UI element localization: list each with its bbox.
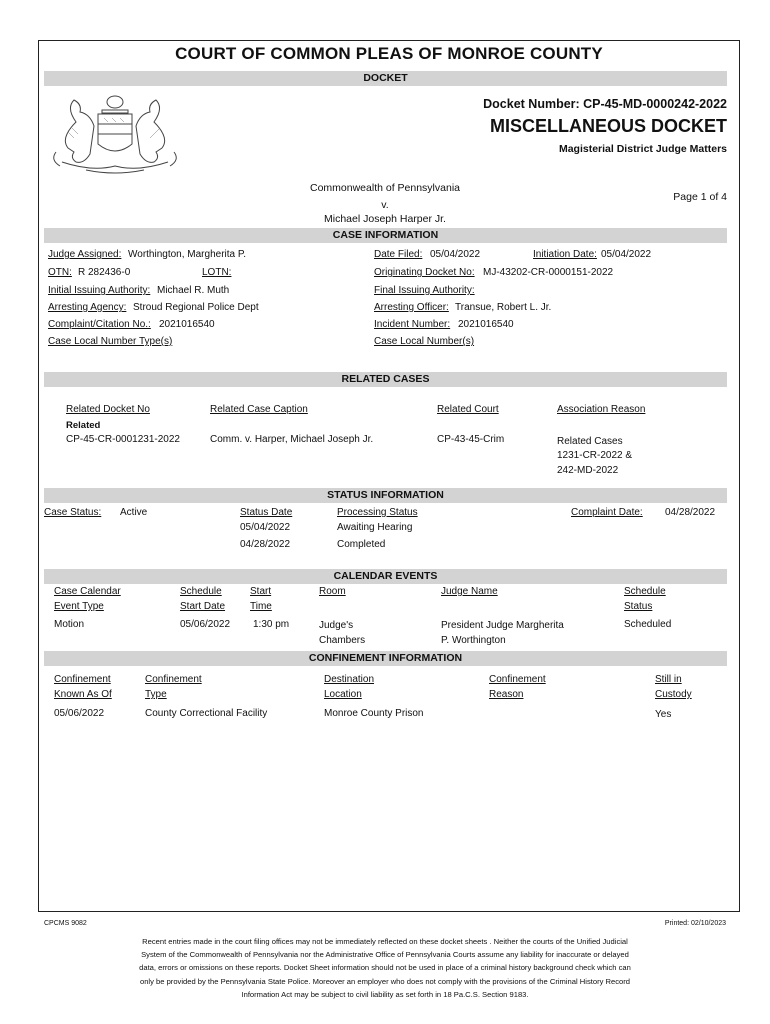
schedule-status-header-2: Status (624, 601, 653, 612)
initial-issuing-authority-label: Initial Issuing Authority: (48, 285, 151, 296)
complaint-date-value: 04/28/2022 (665, 507, 716, 518)
docket-number: Docket Number: CP-45-MD-0000242-2022 (483, 97, 727, 111)
room-header: Room (319, 586, 346, 597)
schedule-status-header-1: Schedule (624, 586, 666, 597)
calendar-events-heading: CALENDAR EVENTS (44, 569, 727, 584)
caption-defendant: Michael Joseph Harper Jr. (324, 213, 446, 225)
arresting-agency-value: Stroud Regional Police Dept (133, 302, 259, 313)
lotn-label: LOTN: (202, 267, 232, 278)
related-cases-heading: RELATED CASES (44, 372, 727, 387)
disclaimer-line: data, errors or omissions on these reports. Docket Sheet information should not be used in place of a criminal history background check which can (139, 963, 631, 973)
processing-status-1: Awaiting Hearing (337, 522, 413, 533)
calendar-start-date: 05/06/2022 (180, 619, 231, 630)
final-issuing-authority-label: Final Issuing Authority: (374, 285, 475, 296)
complaint-date-label: Complaint Date: (571, 507, 643, 518)
complaint-citation-label: Complaint/Citation No.: (48, 319, 151, 330)
destination-header-1: Destination (324, 674, 375, 685)
association-reason-line3: 242-MD-2022 (557, 465, 619, 476)
calendar-event-type-header-1: Case Calendar (54, 586, 121, 597)
disclaimer-line: Recent entries made in the court filing offices may not be immediately reflected on these docket sheets . Neither the courts of the Unified Judicial (142, 937, 628, 946)
status-date-2: 04/28/2022 (240, 539, 291, 550)
arresting-agency-label: Arresting Agency: (48, 302, 127, 313)
start-time-header-2: Time (250, 601, 272, 612)
status-date-1: 05/04/2022 (240, 522, 291, 533)
court-title: COURT OF COMMON PLEAS OF MONROE COUNTY (175, 44, 603, 63)
calendar-judge-line1: President Judge Margherita (441, 620, 564, 631)
status-date-header: Status Date (240, 507, 293, 518)
calendar-event-type: Motion (54, 619, 85, 630)
association-reason-line1: Related Cases (557, 436, 623, 447)
case-local-numbers-label: Case Local Number(s) (374, 336, 475, 347)
related-docket-header: Related Docket No (66, 404, 150, 415)
incident-number-value: 2021016540 (458, 319, 514, 330)
judge-assigned-value: Worthington, Margherita P. (128, 249, 247, 260)
complaint-citation-value: 2021016540 (159, 319, 215, 330)
printed-date: Printed: 02/10/2023 (664, 920, 726, 927)
still-in-custody-header-2: Custody (655, 689, 692, 700)
association-reason-header: Association Reason (557, 404, 646, 415)
schedule-start-date-header-1: Schedule (180, 586, 222, 597)
case-information-heading: CASE INFORMATION (44, 228, 727, 243)
arresting-officer-label: Arresting Officer: (374, 302, 449, 313)
calendar-room-line1: Judge's (319, 620, 354, 631)
processing-status-2: Completed (337, 539, 386, 550)
confinement-known-header-1: Confinement (54, 674, 111, 685)
calendar-room-line2: Chambers (319, 635, 366, 646)
originating-docket-label: Originating Docket No: (374, 267, 475, 278)
confinement-type-value: County Correctional Facility (145, 708, 268, 719)
case-status-label: Case Status: (44, 507, 102, 518)
confinement-reason-header-1: Confinement (489, 674, 546, 685)
related-court: CP-43-45-Crim (437, 434, 505, 445)
docket-subtype: Magisterial District Judge Matters (558, 143, 727, 155)
caption-versus: v. (381, 199, 389, 211)
confinement-type-header-1: Confinement (145, 674, 202, 685)
status-information-heading: STATUS INFORMATION (44, 488, 727, 503)
page-number: Page 1 of 4 (673, 191, 727, 203)
destination-value: Monroe County Prison (324, 708, 424, 719)
case-status-value: Active (120, 507, 148, 518)
calendar-judge-line2: P. Worthington (441, 635, 506, 646)
judge-assigned-label: Judge Assigned: (48, 249, 122, 260)
disclaimer (80, 935, 690, 1001)
confinement-known-value: 05/06/2022 (54, 708, 105, 719)
related-group-label: Related (66, 420, 101, 431)
confinement-reason-header-2: Reason (489, 689, 524, 700)
calendar-schedule-status: Scheduled (624, 619, 672, 630)
docket-type: MISCELLANEOUS DOCKET (489, 116, 727, 136)
confinement-known-header-2: Known As Of (54, 689, 112, 700)
form-id: CPCMS 9082 (44, 920, 87, 927)
still-in-custody-value: Yes (655, 709, 672, 720)
docket-heading-bar: DOCKET (44, 71, 727, 86)
schedule-start-date-header-2: Start Date (180, 601, 226, 612)
related-docket-number: CP-45-CR-0001231-2022 (66, 434, 180, 445)
related-court-header: Related Court (437, 404, 499, 415)
calendar-event-type-header-2: Event Type (54, 601, 104, 612)
initial-issuing-authority-value: Michael R. Muth (157, 285, 230, 296)
disclaimer-line: System of the Commonwealth of Pennsylvania nor the Administrative Office of Pennsylvania Courts assume any liability for inaccurate or delayed (141, 950, 629, 960)
disclaimer-line: only be provided by the Pennsylvania State Police. Moreover an employer who does not comply with the provisions of the Criminal History Record (139, 976, 631, 986)
initiation-date-label: Initiation Date: (533, 249, 597, 260)
association-reason-line2: 1231-CR-2022 & (557, 450, 633, 461)
related-caption-header: Related Case Caption (210, 404, 308, 415)
calendar-start-time: 1:30 pm (253, 619, 290, 630)
date-filed-value: 05/04/2022 (430, 249, 481, 260)
confinement-information-heading: CONFINEMENT INFORMATION (44, 651, 727, 666)
originating-docket-value: MJ-43202-CR-0000151-2022 (483, 267, 614, 278)
disclaimer-line: Information Act may be subject to civil liability as set forth in 18 Pa.C.S. Section 9183. (241, 989, 529, 999)
initiation-date-value: 05/04/2022 (601, 249, 652, 260)
incident-number-label: Incident Number: (374, 319, 451, 330)
still-in-custody-header-1: Still in (655, 674, 682, 685)
start-time-header-1: Start (250, 586, 272, 597)
caption-plaintiff: Commonwealth of Pennsylvania (310, 182, 460, 194)
date-filed-label: Date Filed: (374, 249, 423, 260)
destination-header-2: Location (324, 689, 362, 700)
confinement-type-header-2: Type (145, 689, 167, 700)
otn-value: R 282436-0 (78, 267, 131, 278)
case-local-number-type-label: Case Local Number Type(s) (48, 336, 173, 347)
processing-status-header: Processing Status (337, 507, 418, 518)
arresting-officer-value: Transue, Robert L. Jr. (455, 302, 552, 313)
pennsylvania-coat-of-arms-icon (46, 92, 184, 178)
judge-name-header: Judge Name (441, 586, 498, 597)
otn-label: OTN: (48, 267, 72, 278)
related-case-caption: Comm. v. Harper, Michael Joseph Jr. (210, 434, 374, 445)
